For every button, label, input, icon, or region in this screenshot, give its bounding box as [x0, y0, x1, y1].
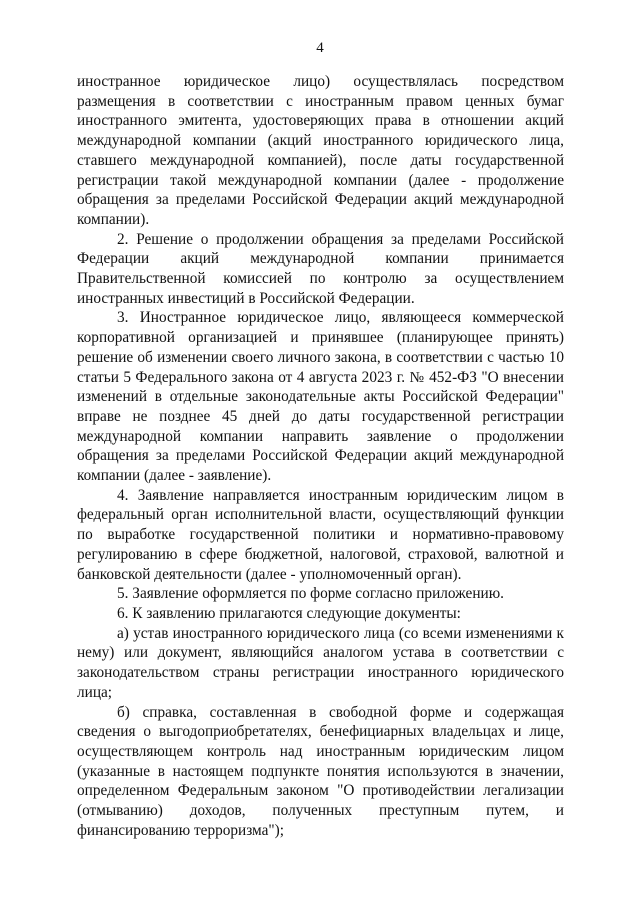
subparagraph-a-charter: а) устав иностранного юридического лица (со всеми изменениями к нему) или документ, являющийся аналогом устава в соответствии с законодательством страны регистрации иностранного юридического лица; — [77, 624, 564, 701]
paragraph-continuation: иностранное юридическое лицо) осуществлялась посредством размещения в соответствии с иностранным правом ценных бумаг иностранного эмитента, удостоверяющих права в отношении акций международной компании (акций иностранного юридического лица, ставшего международной компанией), после даты государственной регистрации такой международной компании (далее - продолжение обращения за пределами Российской Федерации акций международной компании). — [77, 73, 564, 228]
page-number: 4 — [316, 40, 324, 56]
paragraph-2-decision: 2. Решение о продолжении обращения за пределами Российской Федерации акций международной компании принимается Правительственной комиссией по контролю за осуществлением иностранных инвестиций в Российской Федерации. — [77, 230, 564, 307]
subparagraph-b-beneficiaries-certificate: б) справка, составленная в свободной форме и содержащая сведения о выгодоприобретателях, бенефициарных владельцах и лице, осуществляющем контроль над иностранным юридическим лицом (указанные в настоящем подпункте понятия используются в значении, определенном Федеральным законом "О противодействии легализации (отмыванию) доходов, полученных преступным путем, и финансированию терроризма"); — [77, 703, 564, 839]
paragraph-5-application-form: 5. Заявление оформляется по форме согласно приложению. — [117, 585, 504, 603]
paragraph-4-application-sent: 4. Заявление направляется иностранным юридическим лицом в федеральный орган исполнительной власти, осуществляющий функции по выработке государственной политики и нормативно-правовому регулированию в сфере бюджетной, налоговой, страховой, валютной и банковской деятельности (далее - уполномоченный орган). — [77, 486, 564, 583]
paragraph-6-attached-documents: 6. К заявлению прилагаются следующие документы: — [117, 604, 461, 622]
document-body — [77, 72, 564, 840]
paragraph-3-foreign-entity: 3. Иностранное юридическое лицо, являющееся коммерческой корпоративной организацией и принявшее (планирующее принять) решение об изменении своего личного закона, в соответствии с частью 10 статьи 5 Федерального закона от 4 августа 2023 г. № 452-ФЗ "О внесении изменений в отдельные законодательные акты Российской Федерации" вправе не позднее 45 дней до даты государственной регистрации международной компании направить заявление о продолжении обращения за пределами Российской Федерации акций международной компании (далее - заявление). — [77, 309, 564, 485]
